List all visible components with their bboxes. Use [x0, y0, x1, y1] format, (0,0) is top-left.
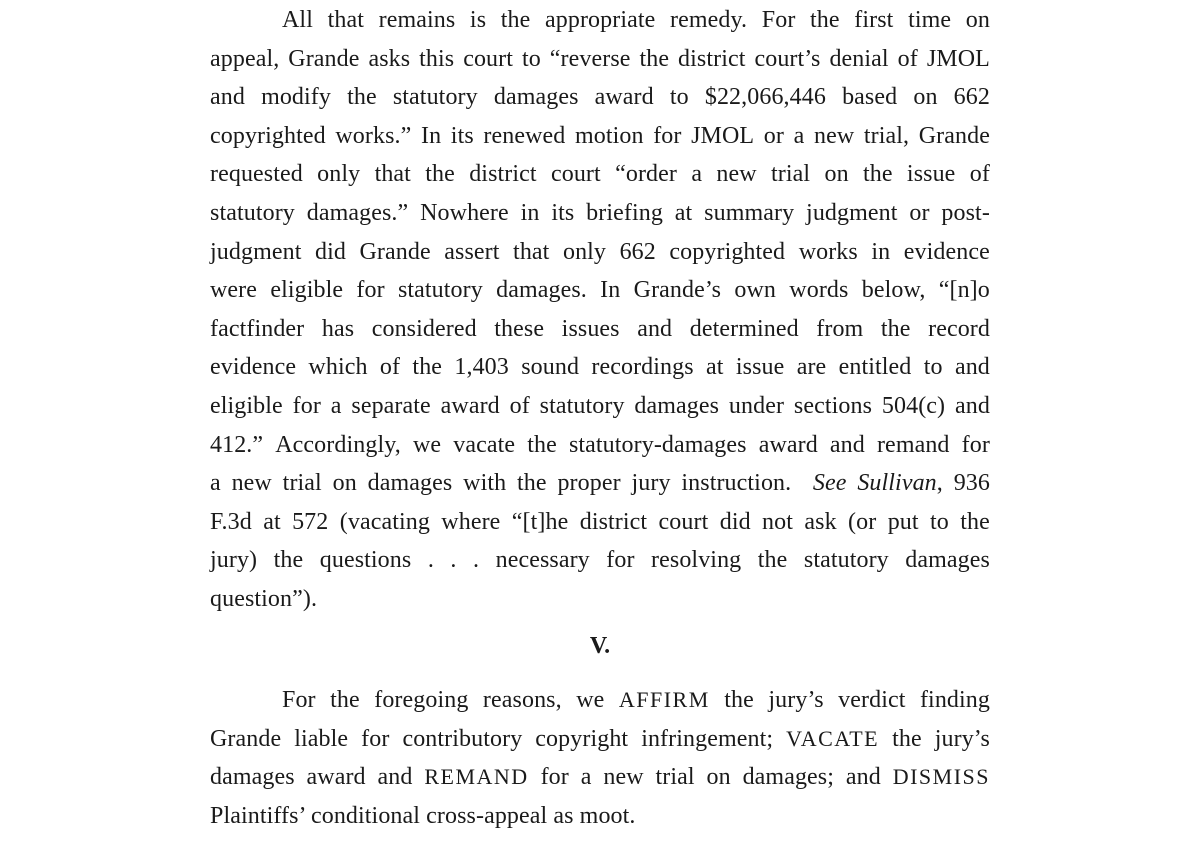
word: were — [210, 277, 258, 304]
word: judgment — [806, 199, 898, 226]
word: In — [420, 122, 442, 149]
word: briefing — [586, 199, 663, 226]
word: JMOL — [926, 45, 990, 72]
word: first — [854, 7, 894, 33]
word: new — [716, 161, 757, 188]
word: eligible — [270, 277, 344, 304]
word: the — [960, 508, 990, 535]
word: the — [273, 547, 304, 574]
word: “order — [615, 161, 677, 188]
word: sections — [793, 392, 873, 419]
word: court — [550, 161, 601, 188]
word: put — [887, 508, 919, 535]
affirm-disposition: AFFIRM — [618, 687, 710, 713]
word: eligible — [210, 392, 283, 419]
word: own — [734, 277, 777, 304]
word: and — [954, 354, 990, 381]
word: issues — [561, 315, 620, 342]
word: on — [824, 161, 849, 188]
word: on — [965, 7, 990, 33]
word: statutory — [397, 277, 483, 304]
text-line — [210, 1, 990, 40]
word: is — [469, 7, 487, 33]
word: . — [450, 547, 457, 574]
word: in — [520, 199, 540, 226]
word: copyrighted — [669, 238, 786, 265]
remedy-paragraph — [210, 1, 990, 619]
word: and — [210, 84, 245, 111]
word: district — [678, 45, 746, 72]
word: evidence — [210, 354, 297, 381]
word: and — [954, 392, 990, 419]
word: for — [961, 431, 990, 458]
word: for — [356, 277, 385, 304]
word: . — [427, 547, 434, 574]
word: trial — [771, 161, 811, 188]
word: (vacating — [339, 508, 430, 535]
text-line — [210, 720, 990, 759]
word: only — [562, 238, 607, 265]
line-text: For the foregoing reasons, we — [282, 687, 619, 714]
text-line: question”). — [210, 585, 318, 612]
word: 572 — [292, 508, 329, 535]
word: statutory-damages — [568, 431, 747, 458]
word: at — [674, 199, 693, 226]
word: damages.” — [306, 199, 409, 226]
word: separate — [351, 392, 431, 419]
word: award — [758, 431, 818, 458]
word: only — [317, 161, 361, 188]
word: or — [909, 199, 930, 226]
word: appeal, — [210, 45, 280, 72]
word: and — [637, 315, 673, 342]
word: that — [374, 161, 411, 188]
word: the — [425, 161, 455, 188]
word: not — [762, 508, 794, 535]
word: in — [871, 238, 891, 265]
word: jury) — [210, 547, 258, 574]
word: a — [793, 122, 805, 149]
word: on — [913, 84, 938, 111]
word: Accordingly, — [275, 431, 401, 458]
word: All — [282, 7, 313, 33]
word: its — [551, 199, 575, 226]
word: 504(c) — [881, 392, 946, 419]
word: trial, — [863, 122, 910, 149]
text-line — [210, 117, 990, 156]
word: works — [798, 238, 858, 265]
word: are — [796, 354, 827, 381]
word: judgment — [210, 238, 302, 265]
section-heading: V. — [589, 632, 611, 659]
text-line — [210, 78, 990, 117]
conclusion-paragraph — [210, 681, 990, 835]
opinion-page — [210, 0, 990, 835]
text-line — [210, 541, 990, 580]
word: In — [600, 277, 621, 304]
word: “[n]o — [938, 277, 990, 304]
word: statutory — [803, 547, 889, 574]
line-text: , 936 — [936, 470, 990, 497]
line-text: the jury’s — [879, 725, 991, 752]
word: of — [379, 354, 401, 381]
word: statutory — [392, 84, 478, 111]
word: statutory — [210, 199, 295, 226]
word: and — [829, 431, 865, 458]
word: recordings — [591, 354, 694, 381]
word: questions — [319, 547, 412, 574]
word: requested — [210, 161, 303, 188]
word: district — [579, 508, 648, 535]
line-text: for a new trial on damages; and — [528, 764, 893, 791]
text-line — [210, 426, 990, 465]
word: did — [315, 238, 346, 265]
word: its — [450, 122, 474, 149]
word: resolving — [651, 547, 742, 574]
word: post- — [941, 199, 990, 226]
text-line — [210, 387, 990, 426]
word: time — [908, 7, 952, 33]
word: damages — [905, 547, 990, 574]
word: 412.” — [210, 431, 264, 458]
word: denial — [829, 45, 889, 72]
word: issue — [735, 354, 785, 381]
word: did — [719, 508, 751, 535]
text-line — [210, 310, 990, 349]
text-line: Plaintiffs’ conditional cross-appeal as moot. — [210, 802, 636, 829]
text-line — [210, 464, 990, 503]
text-line — [210, 503, 990, 542]
word: to — [923, 354, 943, 381]
word: from — [816, 315, 864, 342]
text-line — [210, 194, 990, 233]
word: the — [880, 315, 911, 342]
line-text: the jury’s verdict finding — [709, 687, 990, 714]
word: modify — [261, 84, 331, 111]
word: necessary — [495, 547, 590, 574]
word: district — [469, 161, 537, 188]
text-line — [210, 758, 990, 797]
word: court — [463, 45, 513, 72]
word: where — [441, 508, 501, 535]
word: for — [292, 392, 321, 419]
case-citation: See Sullivan — [812, 470, 937, 497]
word: the — [639, 45, 670, 72]
word: for — [653, 122, 682, 149]
word: damages — [634, 392, 720, 419]
word: ask — [804, 508, 837, 535]
word: damages. — [496, 277, 587, 304]
word: this — [419, 45, 455, 72]
word: F.3d — [210, 508, 252, 535]
dismiss-disposition: DISMISS — [892, 764, 991, 790]
word: . — [473, 547, 480, 574]
word: the — [347, 84, 377, 111]
text-line — [210, 348, 990, 387]
word: “[t]he — [511, 508, 569, 535]
word: (or — [848, 508, 877, 535]
text-line — [210, 271, 990, 310]
word: of — [509, 392, 530, 419]
word: the — [757, 547, 788, 574]
word: record — [928, 315, 990, 342]
text-line — [210, 40, 990, 79]
word: that — [513, 238, 550, 265]
word: Grande’s — [633, 277, 722, 304]
word: asks — [368, 45, 411, 72]
word: words — [789, 277, 849, 304]
vacate-disposition: VACATE — [786, 725, 880, 751]
word: at — [263, 508, 281, 535]
word: the — [527, 431, 557, 458]
word: motion — [574, 122, 644, 149]
word: at — [706, 354, 724, 381]
word: remains — [378, 7, 456, 33]
word: based — [842, 84, 898, 111]
word: JMOL — [691, 122, 755, 149]
line-text: damages award and — [210, 764, 425, 791]
word: under — [728, 392, 785, 419]
word: new — [813, 122, 855, 149]
word: 1,403 — [454, 354, 509, 381]
word: for — [606, 547, 635, 574]
word: below, — [861, 277, 926, 304]
word: assert — [444, 238, 500, 265]
word: remedy. — [670, 7, 748, 33]
word: statutory — [539, 392, 625, 419]
word: Grande — [359, 238, 431, 265]
word: Grande — [288, 45, 360, 72]
word: has — [321, 315, 355, 342]
word: or — [763, 122, 784, 149]
word: determined — [689, 315, 799, 342]
text-line — [210, 155, 990, 194]
word: Grande — [918, 122, 990, 149]
word: the — [412, 354, 443, 381]
word: Nowhere — [420, 199, 509, 226]
word: these — [494, 315, 545, 342]
word: award — [594, 84, 654, 111]
word: which — [308, 354, 368, 381]
word: 662 — [619, 238, 656, 265]
word: works.” — [335, 122, 412, 149]
word: For — [761, 7, 796, 33]
word: renewed — [483, 122, 566, 149]
word: evidence — [903, 238, 990, 265]
word: a — [691, 161, 703, 188]
word: damages — [493, 84, 579, 111]
word: to — [521, 45, 541, 72]
word: “reverse — [549, 45, 631, 72]
line-text: a new trial on damages with the proper jury instruction. — [210, 470, 813, 497]
word: the — [862, 161, 893, 188]
word: summary — [704, 199, 795, 226]
word: that — [327, 7, 364, 33]
word: of — [969, 161, 990, 188]
word: we — [412, 431, 442, 458]
word: sound — [521, 354, 580, 381]
word: remand — [876, 431, 950, 458]
word: appropriate — [545, 7, 656, 33]
word: copyrighted — [210, 122, 326, 149]
remand-disposition: REMAND — [424, 764, 529, 790]
word: $22,066,446 — [704, 84, 826, 111]
word: issue — [906, 161, 956, 188]
word: to — [930, 508, 949, 535]
word: vacate — [453, 431, 516, 458]
word: of — [897, 45, 918, 72]
line-text: Grande liable for contributory copyright infringement; — [210, 725, 787, 752]
word: court — [658, 508, 709, 535]
word: considered — [371, 315, 477, 342]
word: the — [500, 7, 531, 33]
word: 662 — [953, 84, 990, 111]
word: a — [330, 392, 342, 419]
word: to — [669, 84, 689, 111]
word: factfinder — [210, 315, 305, 342]
word: court’s — [754, 45, 821, 72]
word: entitled — [838, 354, 912, 381]
text-line — [210, 681, 990, 720]
word: award — [440, 392, 500, 419]
word: the — [810, 7, 840, 33]
text-line — [210, 233, 990, 272]
